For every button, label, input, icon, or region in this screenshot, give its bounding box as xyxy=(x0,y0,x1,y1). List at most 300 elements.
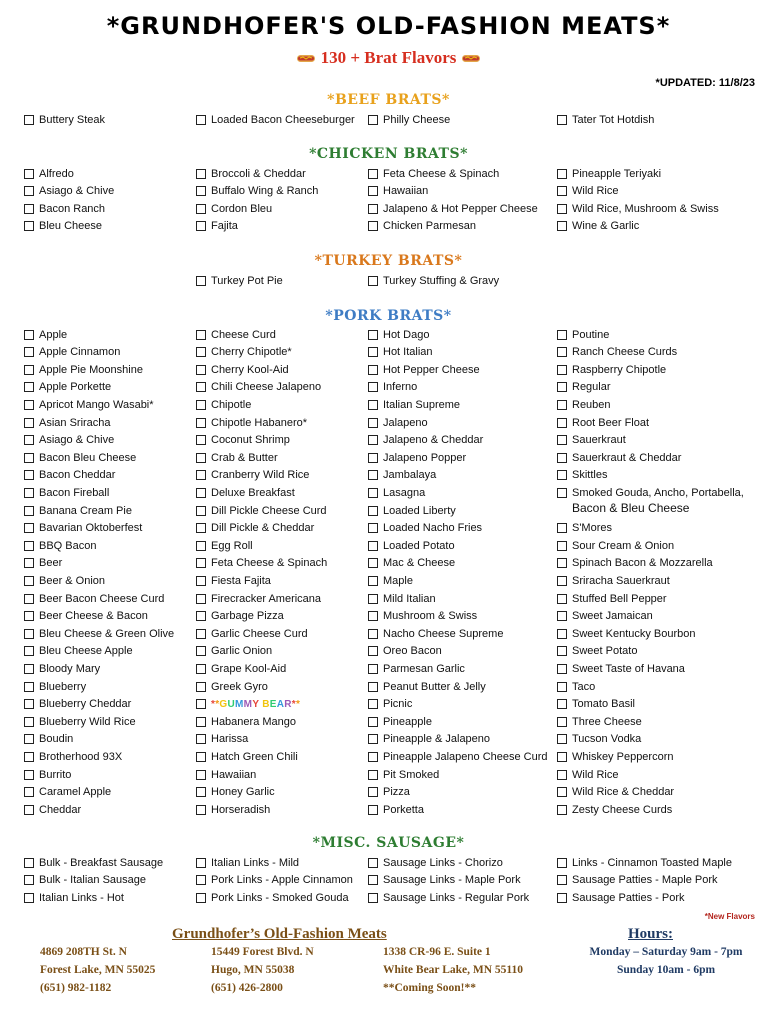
checkbox[interactable] xyxy=(557,400,567,410)
checklist-item[interactable] xyxy=(196,449,278,466)
checklist-item[interactable] xyxy=(368,449,466,466)
checkbox[interactable] xyxy=(196,400,206,410)
checkbox[interactable] xyxy=(24,418,34,428)
checkbox[interactable] xyxy=(557,664,567,674)
checkbox[interactable] xyxy=(24,893,34,903)
checklist-item[interactable] xyxy=(196,218,238,235)
checkbox[interactable] xyxy=(368,664,378,674)
checkbox[interactable] xyxy=(557,365,567,375)
checkbox[interactable] xyxy=(368,682,378,692)
checkbox[interactable] xyxy=(368,893,378,903)
checkbox[interactable] xyxy=(196,435,206,445)
checklist-item[interactable] xyxy=(196,696,300,713)
checklist-item[interactable] xyxy=(196,520,314,537)
checkbox[interactable] xyxy=(196,699,206,709)
checklist-item[interactable] xyxy=(24,731,73,748)
checkbox[interactable] xyxy=(196,717,206,727)
checkbox[interactable] xyxy=(368,115,378,125)
checklist-item[interactable] xyxy=(24,537,96,554)
checklist-item[interactable] xyxy=(368,111,450,128)
checkbox[interactable] xyxy=(557,204,567,214)
checkbox[interactable] xyxy=(196,506,206,516)
checkbox[interactable] xyxy=(557,699,567,709)
checkbox[interactable] xyxy=(368,435,378,445)
checklist-item[interactable] xyxy=(557,713,642,730)
checkbox[interactable] xyxy=(24,717,34,727)
checklist-item[interactable] xyxy=(368,326,429,343)
checkbox[interactable] xyxy=(196,115,206,125)
checklist-item[interactable] xyxy=(24,361,143,378)
checklist-item[interactable] xyxy=(557,200,719,217)
checklist-item[interactable] xyxy=(557,326,609,343)
checkbox[interactable] xyxy=(196,204,206,214)
checklist-item[interactable] xyxy=(24,414,111,431)
checkbox[interactable] xyxy=(196,734,206,744)
checkbox[interactable] xyxy=(196,752,206,762)
checkbox[interactable] xyxy=(24,330,34,340)
checklist-item[interactable] xyxy=(196,200,272,217)
checklist-item[interactable] xyxy=(368,660,465,677)
flavor-label-mild-italian: Mild Italian xyxy=(383,592,436,605)
checkbox[interactable] xyxy=(368,787,378,797)
checkbox[interactable] xyxy=(557,611,567,621)
checkbox[interactable] xyxy=(24,523,34,533)
checkbox[interactable] xyxy=(557,629,567,639)
checklist-item[interactable] xyxy=(557,218,639,235)
checklist-item[interactable] xyxy=(196,414,307,431)
checkbox[interactable] xyxy=(24,611,34,621)
checkbox[interactable] xyxy=(557,576,567,586)
checkbox[interactable] xyxy=(368,717,378,727)
checklist-item[interactable] xyxy=(557,696,635,713)
checkbox[interactable] xyxy=(196,453,206,463)
checkbox[interactable] xyxy=(196,805,206,815)
flavor-label-wild-rice: Wild Rice xyxy=(572,185,619,198)
checkbox[interactable] xyxy=(196,576,206,586)
checklist-item[interactable] xyxy=(368,748,548,765)
flavor-label-bleu-cheese-apple: Bleu Cheese Apple xyxy=(39,645,133,658)
checklist-item[interactable] xyxy=(557,678,595,695)
checkbox[interactable] xyxy=(196,541,206,551)
checklist-item[interactable] xyxy=(196,183,318,200)
checkbox[interactable] xyxy=(557,646,567,656)
checklist-item[interactable] xyxy=(557,625,696,642)
checklist-item[interactable] xyxy=(24,555,62,572)
checklist-item[interactable] xyxy=(368,361,480,378)
checklist-item[interactable] xyxy=(24,748,122,765)
checkbox[interactable] xyxy=(557,418,567,428)
checklist-item[interactable] xyxy=(196,731,248,748)
checkbox[interactable] xyxy=(368,629,378,639)
checkbox[interactable] xyxy=(368,347,378,357)
checklist-item[interactable] xyxy=(557,889,685,906)
checkbox[interactable] xyxy=(368,418,378,428)
checkbox[interactable] xyxy=(557,541,567,551)
checklist-item[interactable] xyxy=(557,801,672,818)
checklist-item[interactable] xyxy=(24,643,133,660)
checklist-item[interactable] xyxy=(24,678,86,695)
checklist-item[interactable] xyxy=(557,555,713,572)
checklist-item[interactable] xyxy=(368,678,486,695)
checkbox[interactable] xyxy=(24,858,34,868)
checkbox[interactable] xyxy=(557,115,567,125)
checkbox[interactable] xyxy=(24,506,34,516)
flavor-label-garlic-onion: Garlic Onion xyxy=(211,645,273,658)
checkbox[interactable] xyxy=(557,169,567,179)
checklist-item[interactable] xyxy=(557,165,661,182)
checklist-item[interactable] xyxy=(196,111,355,128)
checklist-item[interactable] xyxy=(196,643,272,660)
checklist-item[interactable] xyxy=(368,467,436,484)
checkbox[interactable] xyxy=(196,523,206,533)
checklist-item[interactable] xyxy=(196,379,321,396)
flavor-label-burrito: Burrito xyxy=(39,768,72,781)
checklist-item[interactable] xyxy=(368,344,433,361)
checkbox[interactable] xyxy=(24,221,34,231)
checkbox[interactable] xyxy=(196,418,206,428)
checkbox[interactable] xyxy=(557,893,567,903)
checklist-item[interactable] xyxy=(557,572,670,589)
checklist-item[interactable] xyxy=(24,432,114,449)
checklist-item[interactable] xyxy=(196,537,253,554)
checkbox[interactable] xyxy=(368,875,378,885)
checkbox[interactable] xyxy=(24,558,34,568)
checklist-item[interactable] xyxy=(368,854,503,871)
checkbox[interactable] xyxy=(24,488,34,498)
checkbox[interactable] xyxy=(24,629,34,639)
checklist-item[interactable] xyxy=(24,520,142,537)
checklist-item[interactable] xyxy=(368,625,503,642)
checkbox[interactable] xyxy=(557,558,567,568)
checklist-item[interactable] xyxy=(196,272,283,289)
checklist-item[interactable] xyxy=(196,165,306,182)
checkbox[interactable] xyxy=(24,347,34,357)
checklist-item[interactable] xyxy=(368,872,521,889)
checklist-item[interactable] xyxy=(557,731,641,748)
checkbox[interactable] xyxy=(368,858,378,868)
checklist-item[interactable] xyxy=(24,449,136,466)
checkbox[interactable] xyxy=(557,752,567,762)
checkbox[interactable] xyxy=(24,752,34,762)
checklist-item[interactable] xyxy=(368,766,439,783)
checklist-item[interactable] xyxy=(368,502,456,519)
checklist-item[interactable] xyxy=(196,608,284,625)
flavor-label-apple-cinnamon: Apple Cinnamon xyxy=(39,346,121,359)
flavor-label-firecracker-americana: Firecracker Americana xyxy=(211,592,322,605)
checklist-item[interactable] xyxy=(24,502,132,519)
checklist-item[interactable] xyxy=(557,537,674,554)
checklist-item[interactable] xyxy=(24,218,102,235)
checklist-item[interactable] xyxy=(196,344,292,361)
checklist-item[interactable] xyxy=(196,555,327,572)
checkbox[interactable] xyxy=(557,347,567,357)
checkbox[interactable] xyxy=(196,347,206,357)
checkbox[interactable] xyxy=(557,770,567,780)
checklist-item[interactable] xyxy=(557,344,677,361)
checklist-item[interactable] xyxy=(368,889,529,906)
checklist-item[interactable] xyxy=(557,748,674,765)
checklist-item[interactable] xyxy=(196,713,296,730)
checkbox[interactable] xyxy=(557,875,567,885)
checkbox[interactable] xyxy=(24,875,34,885)
checkbox[interactable] xyxy=(196,365,206,375)
checklist-item[interactable] xyxy=(368,784,410,801)
checklist-item[interactable] xyxy=(368,484,425,501)
checklist-item[interactable] xyxy=(196,590,321,607)
checklist-item[interactable] xyxy=(368,590,436,607)
checkbox[interactable] xyxy=(368,734,378,744)
checklist-item[interactable] xyxy=(196,625,308,642)
checkbox[interactable] xyxy=(24,805,34,815)
checkbox[interactable] xyxy=(557,734,567,744)
checkbox[interactable] xyxy=(557,858,567,868)
checkbox[interactable] xyxy=(24,169,34,179)
checklist-item[interactable] xyxy=(368,218,476,235)
checklist-item[interactable] xyxy=(557,766,618,783)
checklist-item[interactable] xyxy=(368,396,460,413)
checkbox[interactable] xyxy=(196,646,206,656)
checklist-item[interactable] xyxy=(196,678,268,695)
checkbox[interactable] xyxy=(368,576,378,586)
checkbox[interactable] xyxy=(24,115,34,125)
checklist-item[interactable] xyxy=(557,111,654,128)
checklist-item[interactable] xyxy=(196,572,271,589)
checkbox[interactable] xyxy=(368,470,378,480)
checklist-item[interactable] xyxy=(24,660,100,677)
checkbox[interactable] xyxy=(557,682,567,692)
checklist-item[interactable] xyxy=(24,379,111,396)
checklist-item[interactable] xyxy=(24,396,154,413)
checklist-item[interactable] xyxy=(24,889,124,906)
checkbox[interactable] xyxy=(557,594,567,604)
checkbox[interactable] xyxy=(368,169,378,179)
checkbox[interactable] xyxy=(24,435,34,445)
flavor-label-chicken-parmesan: Chicken Parmesan xyxy=(383,220,476,233)
checkbox[interactable] xyxy=(368,611,378,621)
checkbox[interactable] xyxy=(368,699,378,709)
checklist-item[interactable] xyxy=(368,731,490,748)
checklist-item[interactable] xyxy=(24,625,174,642)
checkbox[interactable] xyxy=(557,805,567,815)
checkbox[interactable] xyxy=(196,875,206,885)
checklist-item[interactable] xyxy=(196,484,295,501)
checkbox[interactable] xyxy=(368,221,378,231)
checklist-item[interactable] xyxy=(368,696,412,713)
checkbox[interactable] xyxy=(24,770,34,780)
checkbox[interactable] xyxy=(368,770,378,780)
checkbox[interactable] xyxy=(24,594,34,604)
checkbox[interactable] xyxy=(196,382,206,392)
checkbox[interactable] xyxy=(24,664,34,674)
checklist-item[interactable] xyxy=(557,520,612,537)
checkbox[interactable] xyxy=(196,893,206,903)
checklist-item[interactable] xyxy=(557,361,666,378)
checklist-item[interactable] xyxy=(557,590,667,607)
checklist-item[interactable] xyxy=(196,854,299,871)
checkbox[interactable] xyxy=(557,382,567,392)
checkbox[interactable] xyxy=(24,699,34,709)
checklist-item[interactable] xyxy=(368,414,428,431)
checklist-item[interactable] xyxy=(557,784,674,801)
checkbox[interactable] xyxy=(368,186,378,196)
checkbox[interactable] xyxy=(196,611,206,621)
flavor-label-sriracha-sauerkraut: Sriracha Sauerkraut xyxy=(572,574,670,587)
checklist-item[interactable] xyxy=(557,643,637,660)
checkbox[interactable] xyxy=(368,558,378,568)
checklist-item[interactable] xyxy=(24,344,120,361)
checklist-item[interactable] xyxy=(368,801,424,818)
checklist-item[interactable] xyxy=(24,590,164,607)
checkbox[interactable] xyxy=(368,400,378,410)
checkbox[interactable] xyxy=(196,558,206,568)
checkbox[interactable] xyxy=(557,330,567,340)
checklist-item[interactable] xyxy=(368,608,477,625)
checklist-item[interactable] xyxy=(368,713,432,730)
checkbox[interactable] xyxy=(557,717,567,727)
checkbox[interactable] xyxy=(196,787,206,797)
checkbox[interactable] xyxy=(24,400,34,410)
checklist-item[interactable] xyxy=(24,696,131,713)
checklist-item[interactable] xyxy=(557,467,607,484)
checkbox[interactable] xyxy=(557,435,567,445)
checklist-item[interactable] xyxy=(368,537,455,554)
checkbox[interactable] xyxy=(368,382,378,392)
checklist-item[interactable] xyxy=(368,520,482,537)
checkbox[interactable] xyxy=(196,594,206,604)
checkbox[interactable] xyxy=(196,169,206,179)
checklist-item[interactable] xyxy=(557,449,681,466)
checkbox[interactable] xyxy=(24,576,34,586)
checklist-item[interactable] xyxy=(24,326,67,343)
checkbox[interactable] xyxy=(24,382,34,392)
checkbox[interactable] xyxy=(24,787,34,797)
checklist-item[interactable] xyxy=(368,183,428,200)
checkbox[interactable] xyxy=(368,646,378,656)
checklist-item[interactable] xyxy=(368,165,499,182)
checklist-item[interactable] xyxy=(368,555,455,572)
checklist-item[interactable] xyxy=(24,111,105,128)
checklist-item[interactable] xyxy=(196,784,275,801)
checkbox[interactable] xyxy=(24,646,34,656)
checklist-item[interactable] xyxy=(24,608,148,625)
checkbox[interactable] xyxy=(24,734,34,744)
checkbox[interactable] xyxy=(196,629,206,639)
checkbox[interactable] xyxy=(368,506,378,516)
checklist-item[interactable] xyxy=(24,183,114,200)
checklist-item[interactable] xyxy=(557,396,611,413)
checklist-item[interactable] xyxy=(196,326,276,343)
checkbox[interactable] xyxy=(368,805,378,815)
checklist-item[interactable] xyxy=(368,379,417,396)
checklist-item[interactable] xyxy=(196,502,327,519)
flavor-label-sausage-links-chorizo: Sausage Links - Chorizo xyxy=(383,856,503,869)
checklist-item[interactable] xyxy=(24,766,71,783)
checkbox[interactable] xyxy=(196,858,206,868)
checkbox[interactable] xyxy=(196,186,206,196)
checklist-item[interactable] xyxy=(557,432,626,449)
checkbox[interactable] xyxy=(368,541,378,551)
checkbox[interactable] xyxy=(557,470,567,480)
checkbox[interactable] xyxy=(368,204,378,214)
checklist-item[interactable] xyxy=(196,766,256,783)
checklist-item[interactable] xyxy=(24,713,136,730)
checkbox[interactable] xyxy=(368,365,378,375)
checkbox[interactable] xyxy=(557,221,567,231)
checkbox[interactable] xyxy=(196,770,206,780)
checklist-item[interactable] xyxy=(196,872,353,889)
checkbox[interactable] xyxy=(24,186,34,196)
checklist-item[interactable] xyxy=(196,396,251,413)
checklist-item[interactable] xyxy=(368,643,442,660)
checkbox[interactable] xyxy=(557,453,567,463)
checkbox[interactable] xyxy=(196,221,206,231)
checkbox[interactable] xyxy=(196,664,206,674)
checkbox[interactable] xyxy=(24,365,34,375)
checklist-item[interactable] xyxy=(557,484,744,501)
checkbox[interactable] xyxy=(557,186,567,196)
checkbox[interactable] xyxy=(368,330,378,340)
checkbox[interactable] xyxy=(24,453,34,463)
checklist-item[interactable] xyxy=(196,748,298,765)
checklist-item[interactable] xyxy=(24,872,146,889)
checklist-item[interactable] xyxy=(557,608,653,625)
checklist-item[interactable] xyxy=(196,889,349,906)
checklist-item[interactable] xyxy=(196,801,270,818)
checkbox[interactable] xyxy=(557,523,567,533)
checklist-item[interactable] xyxy=(196,660,286,677)
checklist-item[interactable] xyxy=(24,165,74,182)
checkbox[interactable] xyxy=(196,682,206,692)
checklist-item[interactable] xyxy=(196,361,289,378)
checkbox[interactable] xyxy=(368,523,378,533)
checklist-item[interactable] xyxy=(196,467,309,484)
checkbox[interactable] xyxy=(557,787,567,797)
checklist-item[interactable] xyxy=(557,660,685,677)
checkbox[interactable] xyxy=(196,276,206,286)
checklist-item[interactable] xyxy=(24,801,81,818)
checkbox[interactable] xyxy=(557,488,567,498)
checklist-item[interactable] xyxy=(24,467,115,484)
checklist-item[interactable] xyxy=(368,572,413,589)
checklist-item[interactable] xyxy=(24,484,109,501)
checklist-item[interactable] xyxy=(557,872,718,889)
checklist-item[interactable] xyxy=(368,432,483,449)
checkbox[interactable] xyxy=(368,276,378,286)
checklist-item[interactable] xyxy=(557,414,649,431)
checklist-item[interactable] xyxy=(24,784,111,801)
checkbox[interactable] xyxy=(368,752,378,762)
checklist-item[interactable] xyxy=(368,272,499,289)
checklist-item[interactable] xyxy=(196,432,290,449)
checkbox[interactable] xyxy=(368,488,378,498)
checkbox[interactable] xyxy=(368,453,378,463)
checkbox[interactable] xyxy=(196,330,206,340)
checklist-item[interactable] xyxy=(24,200,105,217)
checklist-item[interactable] xyxy=(24,854,163,871)
checkbox[interactable] xyxy=(24,470,34,480)
checkbox[interactable] xyxy=(24,541,34,551)
checkbox[interactable] xyxy=(196,470,206,480)
checklist-item[interactable] xyxy=(557,379,611,396)
checklist-item[interactable] xyxy=(557,854,732,871)
checklist-item[interactable] xyxy=(557,183,618,200)
checkbox[interactable] xyxy=(196,488,206,498)
checkbox[interactable] xyxy=(368,594,378,604)
checkbox[interactable] xyxy=(24,204,34,214)
checkbox[interactable] xyxy=(24,682,34,692)
checklist-item[interactable] xyxy=(368,200,538,217)
checklist-item[interactable] xyxy=(24,572,105,589)
